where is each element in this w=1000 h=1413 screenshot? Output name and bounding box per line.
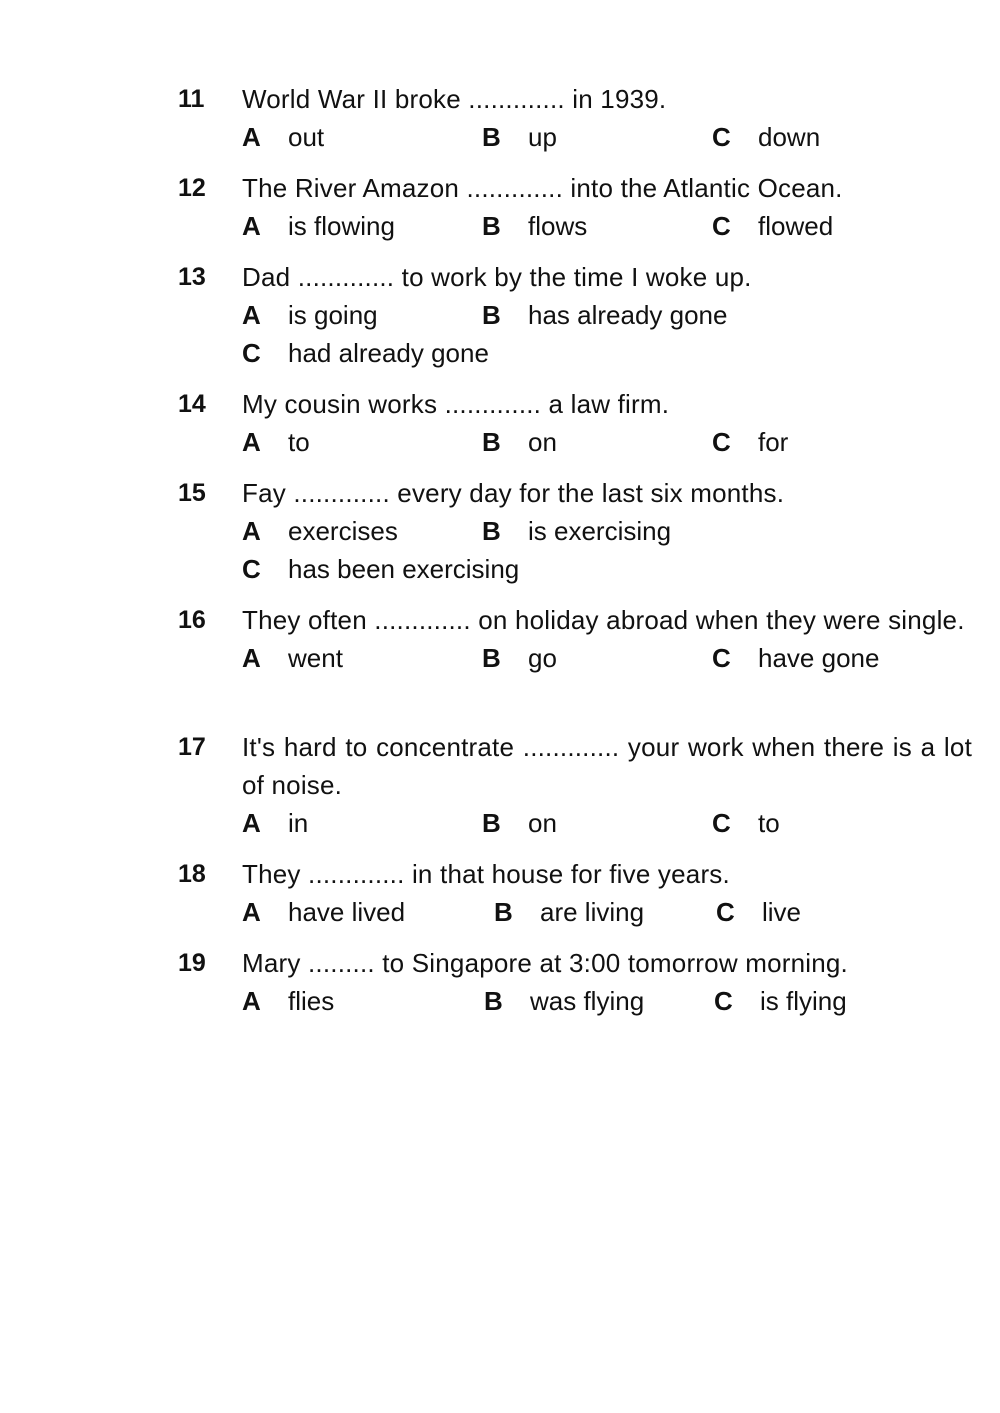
- option-letter: A: [242, 122, 261, 152]
- option-c[interactable]: [712, 423, 788, 461]
- option-text: was flying: [530, 986, 645, 1016]
- option-text: on: [528, 808, 557, 838]
- option-text: flies: [288, 986, 335, 1016]
- option-text: in: [288, 808, 309, 838]
- option-a[interactable]: [242, 207, 395, 245]
- options-row: [242, 423, 978, 461]
- option-a[interactable]: [242, 296, 378, 334]
- option-b[interactable]: [484, 982, 644, 1020]
- option-text: up: [528, 122, 557, 152]
- option-letter: A: [242, 986, 261, 1016]
- option-letter: B: [482, 300, 501, 330]
- option-c[interactable]: [712, 118, 820, 156]
- option-c[interactable]: [242, 550, 519, 588]
- option-letter: C: [242, 338, 261, 368]
- option-b[interactable]: [482, 118, 557, 156]
- question-14: [178, 385, 978, 461]
- option-letter: B: [482, 643, 501, 673]
- option-text: on: [528, 427, 557, 457]
- option-a[interactable]: [242, 982, 334, 1020]
- option-b[interactable]: [482, 207, 587, 245]
- option-text: went: [288, 643, 343, 673]
- option-letter: C: [242, 554, 261, 584]
- option-a[interactable]: [242, 804, 308, 842]
- question-text: Dad ............. to work by the time I woke up.: [242, 262, 752, 292]
- option-text: are living: [540, 897, 645, 927]
- option-text: exercises: [288, 516, 398, 546]
- option-text: to: [758, 808, 780, 838]
- question-17: [178, 728, 978, 842]
- option-text: go: [528, 643, 557, 673]
- option-letter: A: [242, 643, 261, 673]
- option-text: for: [758, 427, 789, 457]
- question-15: [178, 474, 978, 588]
- question-text: They ............. in that house for five years.: [242, 859, 730, 889]
- question-18: [178, 855, 978, 931]
- option-letter: B: [482, 122, 501, 152]
- option-a[interactable]: [242, 639, 343, 677]
- option-text: to: [288, 427, 310, 457]
- options-row: [242, 296, 978, 334]
- option-text: have lived: [288, 897, 406, 927]
- question-number: 19: [178, 949, 206, 977]
- question-text: It's hard to concentrate ............. your work when there is a lot of noise.: [242, 732, 972, 800]
- option-letter: B: [494, 897, 513, 927]
- option-a[interactable]: [242, 893, 405, 931]
- option-b[interactable]: [482, 804, 557, 842]
- question-number: 13: [178, 263, 206, 291]
- option-letter: C: [712, 211, 731, 241]
- option-letter: A: [242, 300, 261, 330]
- option-letter: B: [484, 986, 503, 1016]
- question-number: 12: [178, 174, 206, 202]
- option-text: have gone: [758, 643, 880, 673]
- options-row: [242, 804, 978, 842]
- question-text: World War II broke ............. in 1939.: [242, 84, 667, 114]
- options-row: [242, 893, 978, 931]
- option-letter: A: [242, 808, 261, 838]
- option-letter: B: [482, 211, 501, 241]
- option-b[interactable]: [482, 296, 727, 334]
- option-c[interactable]: [712, 639, 879, 677]
- options-row: [242, 334, 978, 372]
- option-b[interactable]: [482, 512, 671, 550]
- option-text: flowed: [758, 211, 834, 241]
- option-c[interactable]: [714, 982, 847, 1020]
- option-letter: C: [712, 643, 731, 673]
- question-text: My cousin works ............. a law firm.: [242, 389, 670, 419]
- option-letter: A: [242, 211, 261, 241]
- options-row: [242, 118, 978, 156]
- options-row: [242, 982, 978, 1020]
- option-text: is flying: [760, 986, 847, 1016]
- option-letter: C: [714, 986, 733, 1016]
- option-text: has been exercising: [288, 554, 520, 584]
- option-letter: A: [242, 516, 261, 546]
- option-c[interactable]: [712, 804, 780, 842]
- option-a[interactable]: [242, 512, 398, 550]
- option-text: is exercising: [528, 516, 672, 546]
- question-number: 16: [178, 606, 206, 634]
- option-b[interactable]: [494, 893, 644, 931]
- options-row: [242, 512, 978, 550]
- question-text: Fay ............. every day for the last six months.: [242, 478, 785, 508]
- option-text: down: [758, 122, 821, 152]
- option-letter: A: [242, 897, 261, 927]
- option-text: flows: [528, 211, 588, 241]
- options-row: [242, 639, 978, 677]
- option-text: is going: [288, 300, 378, 330]
- option-letter: B: [482, 808, 501, 838]
- options-row: [242, 550, 978, 588]
- option-text: live: [762, 897, 802, 927]
- option-a[interactable]: [242, 118, 324, 156]
- option-text: had already gone: [288, 338, 489, 368]
- question-number: 11: [178, 85, 205, 113]
- option-letter: B: [482, 427, 501, 457]
- question-19: [178, 944, 978, 1020]
- question-12: [178, 169, 978, 245]
- question-11: [178, 80, 978, 156]
- options-row: [242, 207, 978, 245]
- option-text: has already gone: [528, 300, 728, 330]
- option-b[interactable]: [482, 423, 557, 461]
- option-c[interactable]: [242, 334, 489, 372]
- question-number: 14: [178, 390, 206, 418]
- question-text: Mary ......... to Singapore at 3:00 tomorrow morning.: [242, 948, 848, 978]
- option-text: is flowing: [288, 211, 395, 241]
- question-number: 15: [178, 479, 206, 507]
- option-letter: C: [712, 427, 731, 457]
- option-letter: C: [716, 897, 735, 927]
- question-text: They often ............. on holiday abroad when they were single.: [242, 605, 965, 635]
- option-b[interactable]: [482, 639, 557, 677]
- question-16: [178, 601, 978, 677]
- option-text: out: [288, 122, 325, 152]
- question-number: 18: [178, 860, 206, 888]
- option-c[interactable]: [716, 893, 801, 931]
- question-text: The River Amazon ............. into the Atlantic Ocean.: [242, 173, 843, 203]
- option-c[interactable]: [712, 207, 833, 245]
- option-letter: C: [712, 808, 731, 838]
- option-letter: A: [242, 427, 261, 457]
- question-13: [178, 258, 978, 372]
- question-number: 17: [178, 733, 206, 761]
- option-letter: B: [482, 516, 501, 546]
- option-letter: C: [712, 122, 731, 152]
- option-a[interactable]: [242, 423, 310, 461]
